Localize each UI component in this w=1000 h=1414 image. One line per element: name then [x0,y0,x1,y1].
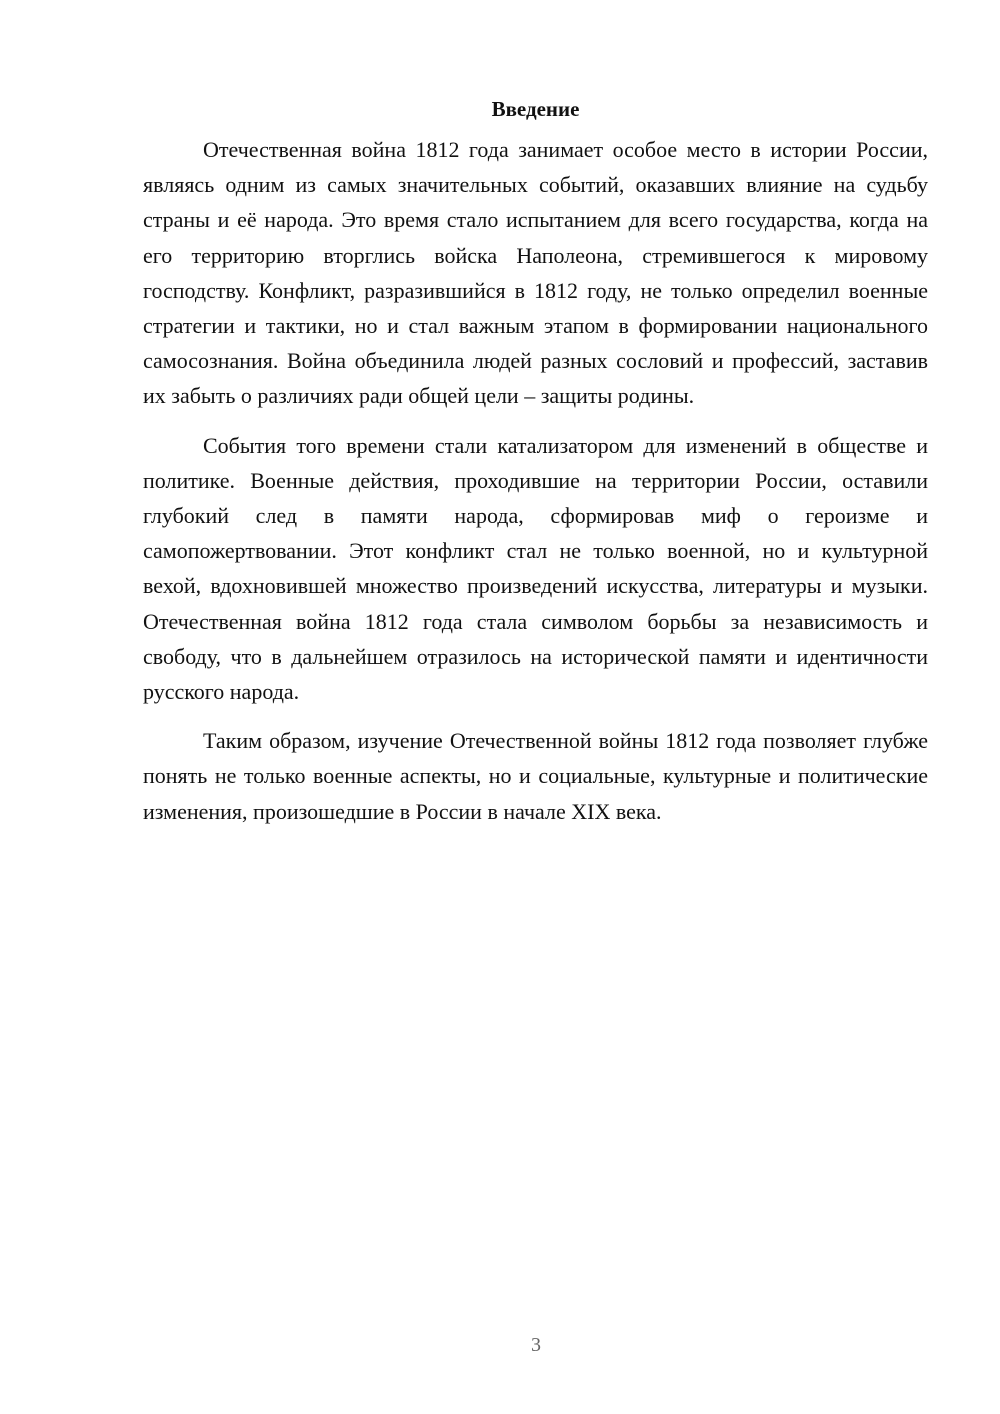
page-number: 3 [531,1334,541,1356]
paragraph-2: События того времени стали катализатором для изменений в обществе и политике. Военные действия, проходившие на территории России, оставили глубокий след в памяти народа, сформировав миф о героизме и самопожертвовании. Этот конфликт стал не только военной, но и культурной вехой, вдохновившей множество произведений искусства, литературы и музыки. Отечественная война 1812 года стала символом борьбы за независимость и свободу, что в дальнейшем отразилось на исторической памяти и идентичности русского народа. [143,432,928,705]
paragraph-3: Таким образом, изучение Отечественной войны 1812 года позволяет глубже понять не только военные аспекты, но и социальные, культурные и политические изменения, произошедшие в России в начале XIX века. [143,728,928,824]
paragraph-1: Отечественная война 1812 года занимает особое место в истории России, являясь одним из самых значительных событий, оказавших влияние на судьбу страны и её народа. Это время стало испытанием для всего государства, когда на его территорию вторглись войска Наполеона, стремившегося к мировому господству. Конфликт, разразившийся в 1812 году, не только определил военные стратегии и тактики, но и стал важным этапом в формировании национального самосознания. Война объединила людей разных сословий и профессий, заставив их забыть о различиях ради общей цели – защиты родины. [143,137,928,409]
section-title: Введение [491,97,580,121]
page-content [143,92,928,843]
